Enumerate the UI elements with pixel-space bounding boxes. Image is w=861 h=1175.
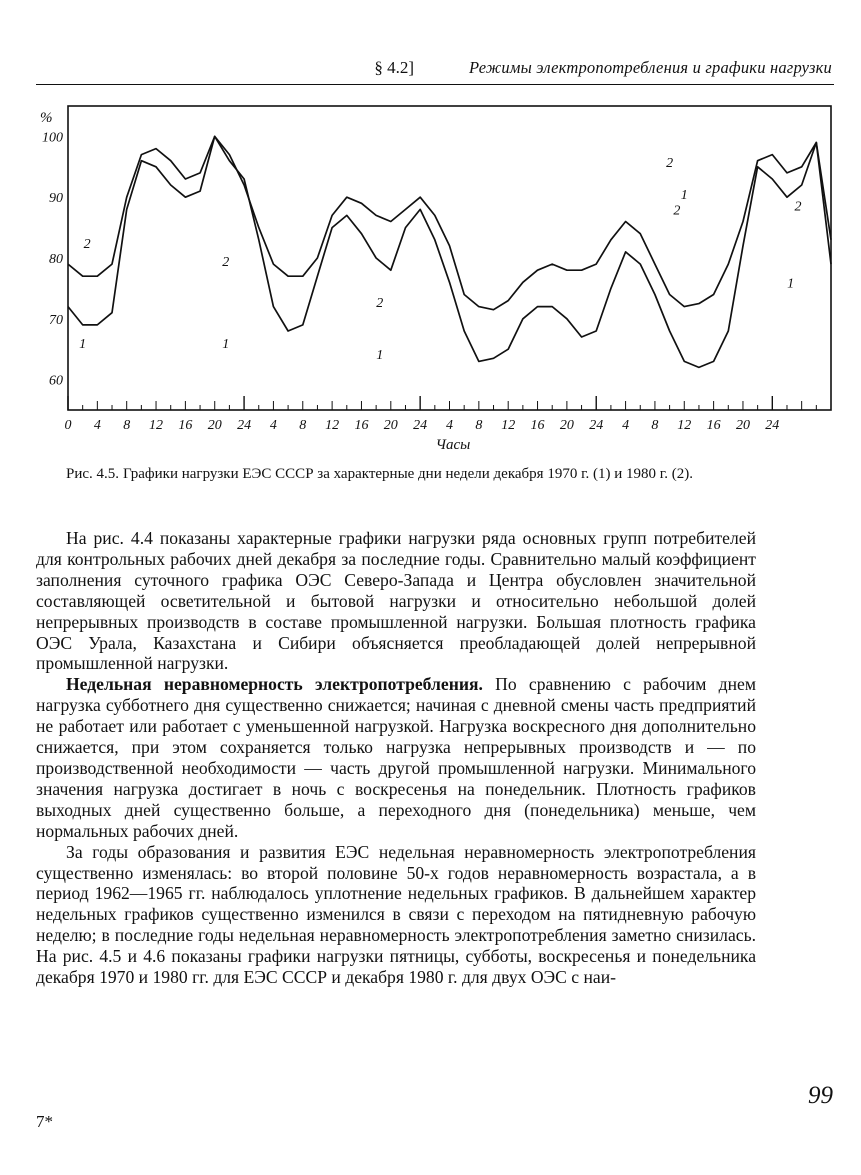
x-tick-label: 8: [651, 418, 659, 433]
paragraph-2: [36, 674, 756, 841]
x-tick-label: 16: [706, 418, 721, 433]
section-number: § 4.2]: [374, 58, 414, 77]
x-tick-label: 8: [123, 418, 131, 433]
figure-label: Рис. 4.5.: [66, 466, 120, 482]
y-tick-label: 90: [49, 191, 63, 207]
curve-label-1: 1: [79, 337, 87, 353]
paragraph-1-text: На рис. 4.4 показаны характерные графики нагрузки ряда основных групп потребителей для контрольных рабочих дней декабря за последние годы. Сравнительно малый коэффициент заполнения суточного графика ОЭС Северо-Запада и Центра обусловлен значительной составляющей осветительной и бытовой нагрузки и относительно небольшой долей непрерывных производств в составе промышленной нагрузки. Большая плотность графика ОЭС Урала, Казахстана и Сибири объясняется преобладающей долей непрерывной промышленной нагрузки.: [36, 528, 756, 674]
x-tick-label: 24: [237, 418, 252, 433]
page-number: 99: [808, 1082, 833, 1109]
x-tick-label: 16: [530, 418, 545, 433]
x-tick-label: 4: [269, 418, 277, 433]
plot-frame: [68, 106, 831, 410]
x-tick-label: 16: [354, 418, 369, 433]
curve-label-1: 1: [222, 337, 230, 353]
curve-labels: [79, 156, 801, 363]
series-lines: [68, 136, 831, 367]
x-tick-label: 20: [559, 418, 574, 433]
curve-label-2: 2: [666, 155, 674, 171]
y-tick-label: 60: [49, 373, 63, 389]
paragraph-1: [36, 528, 756, 674]
x-tick-label: 20: [207, 418, 222, 433]
x-tick-label: 20: [735, 418, 750, 433]
paragraph-2-text: По сравнению с рабочим днем нагрузка субботнего дня существенно снижается; начиная с дневной смены часть предприятий не работает или работает с уменьшенной нагрузкой. Нагрузка воскресного дня дополнительно снижается, при этом сохраняется только нагрузка непрерывных производств и — по производственной необходимости — часть другой промышленной нагрузки. Минимального значения нагрузка достигает в ночь с воскресенья на понедельник. Плотность графиков выходных дней существенно больше, а переходного дня (понедельника) меньше, чем нормальных рабочих дней.: [36, 674, 756, 841]
x-tick-label: 4: [446, 418, 453, 433]
y-unit-label: %: [40, 110, 53, 126]
y-axis: [42, 130, 63, 388]
y-tick-label: 100: [42, 130, 63, 146]
x-tick-label: 0: [64, 418, 72, 433]
paragraph-3: [36, 842, 756, 988]
figure-caption: [66, 465, 756, 484]
x-tick-label: 8: [299, 418, 307, 433]
x-tick-label: 12: [501, 418, 516, 433]
paragraph-2-heading: Недельная неравномерность электропотребления.: [66, 674, 483, 695]
x-tick-label: 12: [325, 418, 340, 433]
series-1-line: [68, 136, 831, 367]
curve-label-2: 2: [83, 236, 91, 252]
x-tick-label: 4: [622, 418, 630, 433]
curve-label-1: 1: [376, 348, 384, 364]
paragraph-3-text: За годы образования и развития ЕЭС недельная неравномерность электропотребления существенно изменялась: во второй половине 50-х годов неравномерность возрастала, а в период 1962—1965 гг. наблюдалось уплотнение недельных графиков. В дальнейшем характер недельных графиков существенно изменился в связи с переходом на пятидневную рабочую неделю; в последние годы недельная неравномерность электропотребления заметно снизилась. На рис. 4.5 и 4.6 показаны графики нагрузки пятницы, субботы, воскресенья и понедельника декабря 1970 и 1980 гг. для ЕЭС СССР и декабря 1980 г. для двух ОЭС с наи-: [36, 841, 756, 988]
signature-mark: 7*: [36, 1112, 53, 1131]
curve-label-2: 2: [376, 295, 384, 311]
curve-label-2: 2: [222, 255, 230, 271]
curve-label-2: 2: [673, 203, 681, 219]
x-tick-label: 24: [589, 418, 604, 433]
running-title: Режимы электропотребления и графики нагрузки: [469, 58, 832, 77]
x-tick-label: 12: [677, 418, 692, 433]
x-tick-label: 24: [765, 418, 780, 433]
x-tick-label: 20: [383, 418, 398, 433]
x-axis-title: Часы: [435, 437, 471, 453]
load-chart: [30, 100, 840, 460]
x-tick-label: 24: [413, 418, 428, 433]
y-tick-label: 70: [49, 312, 63, 328]
curve-label-2: 2: [794, 199, 802, 215]
x-tick-label: 8: [475, 418, 483, 433]
x-tick-label: 16: [178, 418, 193, 433]
running-header: [36, 54, 834, 85]
curve-label-1: 1: [787, 276, 795, 292]
caption-text: Графики нагрузки ЕЭС СССР за характерные дни недели декабря 1970 г. (1) и 1980 г. (2).: [123, 466, 693, 482]
x-axis: [65, 396, 832, 433]
x-tick-label: 12: [149, 418, 164, 433]
body-text: [36, 528, 756, 988]
x-tick-label: 4: [93, 418, 101, 433]
y-tick-label: 80: [49, 252, 63, 267]
curve-label-1: 1: [680, 188, 688, 204]
